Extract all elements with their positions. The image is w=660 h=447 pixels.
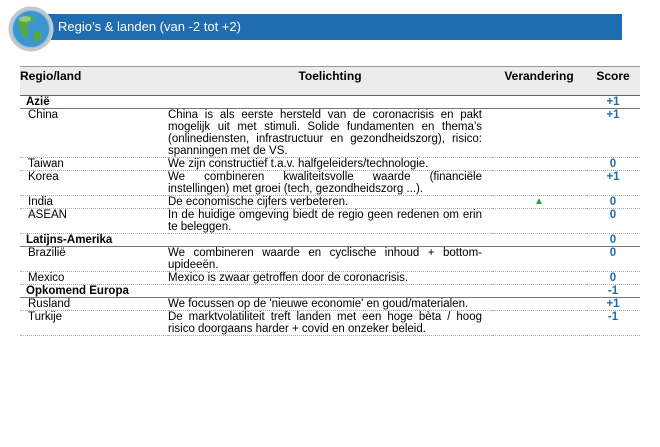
table-row xyxy=(20,158,640,171)
table-row xyxy=(20,272,640,285)
row-explanation: We combineren waarde en cyclische inhoud + bottom-upideeën. xyxy=(168,247,492,272)
table-header-row xyxy=(20,67,640,96)
row-score: +1 xyxy=(586,109,640,158)
row-name: Rusland xyxy=(20,298,168,311)
row-change xyxy=(492,234,586,247)
row-score: 0 xyxy=(586,196,640,209)
row-change xyxy=(492,158,586,171)
table-row xyxy=(20,171,640,196)
row-explanation: De marktvolatiliteit treft landen met een hoge bèta / hoog risico doorgaans harder + covid en onzeker beleid. xyxy=(168,311,492,336)
row-explanation: We focussen op de 'nieuwe economie' en goud/materialen. xyxy=(168,298,492,311)
row-name: Latijns-Amerika xyxy=(20,234,168,247)
column-header-region: Regio/land xyxy=(20,67,168,96)
section-title: Regio’s & landen (van -2 tot +2) xyxy=(58,19,241,34)
table-row xyxy=(20,298,640,311)
row-explanation xyxy=(168,234,492,247)
regions-table-container xyxy=(20,66,640,336)
row-explanation xyxy=(168,285,492,298)
table-row xyxy=(20,109,640,158)
row-name: Mexico xyxy=(20,272,168,285)
row-change xyxy=(492,209,586,234)
globe-icon xyxy=(8,6,54,52)
row-explanation xyxy=(168,96,492,109)
table-row xyxy=(20,196,640,209)
row-score: -1 xyxy=(586,285,640,298)
column-header-score: Score xyxy=(586,67,640,96)
row-explanation: De economische cijfers verbeteren. xyxy=(168,196,492,209)
row-change xyxy=(492,247,586,272)
column-header-change: Verandering xyxy=(492,67,586,96)
row-name: ASEAN xyxy=(20,209,168,234)
regions-table xyxy=(20,66,640,336)
row-change xyxy=(492,272,586,285)
table-row xyxy=(20,209,640,234)
row-explanation: China is als eerste hersteld van de coronacrisis en pakt mogelijk uit met stimuli. Solide fundamenten en thema’s (onlinediensten, infrastructuur en gezondheidszorg), risico: spanningen met de VS. xyxy=(168,109,492,158)
row-change xyxy=(492,171,586,196)
row-name: India xyxy=(20,196,168,209)
row-change xyxy=(492,285,586,298)
row-score: 0 xyxy=(586,234,640,247)
region-row xyxy=(20,285,640,298)
row-name: Korea xyxy=(20,171,168,196)
row-score: 0 xyxy=(586,158,640,171)
row-score: -1 xyxy=(586,311,640,336)
row-explanation: Mexico is zwaar getroffen door de coronacrisis. xyxy=(168,272,492,285)
row-score: +1 xyxy=(586,96,640,109)
row-change xyxy=(492,109,586,158)
column-header-explanation: Toelichting xyxy=(168,67,492,96)
row-name: Azië xyxy=(20,96,168,109)
row-name: Taiwan xyxy=(20,158,168,171)
row-score: +1 xyxy=(586,171,640,196)
row-name: Turkije xyxy=(20,311,168,336)
row-explanation: We zijn constructief t.a.v. halfgeleiders/technologie. xyxy=(168,158,492,171)
row-change xyxy=(492,298,586,311)
section-banner xyxy=(24,14,622,40)
region-row xyxy=(20,234,640,247)
region-row xyxy=(20,96,640,109)
table-row xyxy=(20,311,640,336)
table-body xyxy=(20,96,640,336)
row-change: ▲ xyxy=(492,196,586,209)
row-name: Brazilië xyxy=(20,247,168,272)
row-score: 0 xyxy=(586,209,640,234)
table-row xyxy=(20,247,640,272)
row-score: 0 xyxy=(586,272,640,285)
row-score: 0 xyxy=(586,247,640,272)
row-score: +1 xyxy=(586,298,640,311)
row-explanation: We combineren kwaliteitsvolle waarde (financiële instellingen) met groei (tech, gezondheidszorg ...). xyxy=(168,171,492,196)
row-name: Opkomend Europa xyxy=(20,285,168,298)
row-change xyxy=(492,96,586,109)
row-name: China xyxy=(20,109,168,158)
row-change xyxy=(492,311,586,336)
row-explanation: In de huidige omgeving biedt de regio geen redenen om erin te beleggen. xyxy=(168,209,492,234)
